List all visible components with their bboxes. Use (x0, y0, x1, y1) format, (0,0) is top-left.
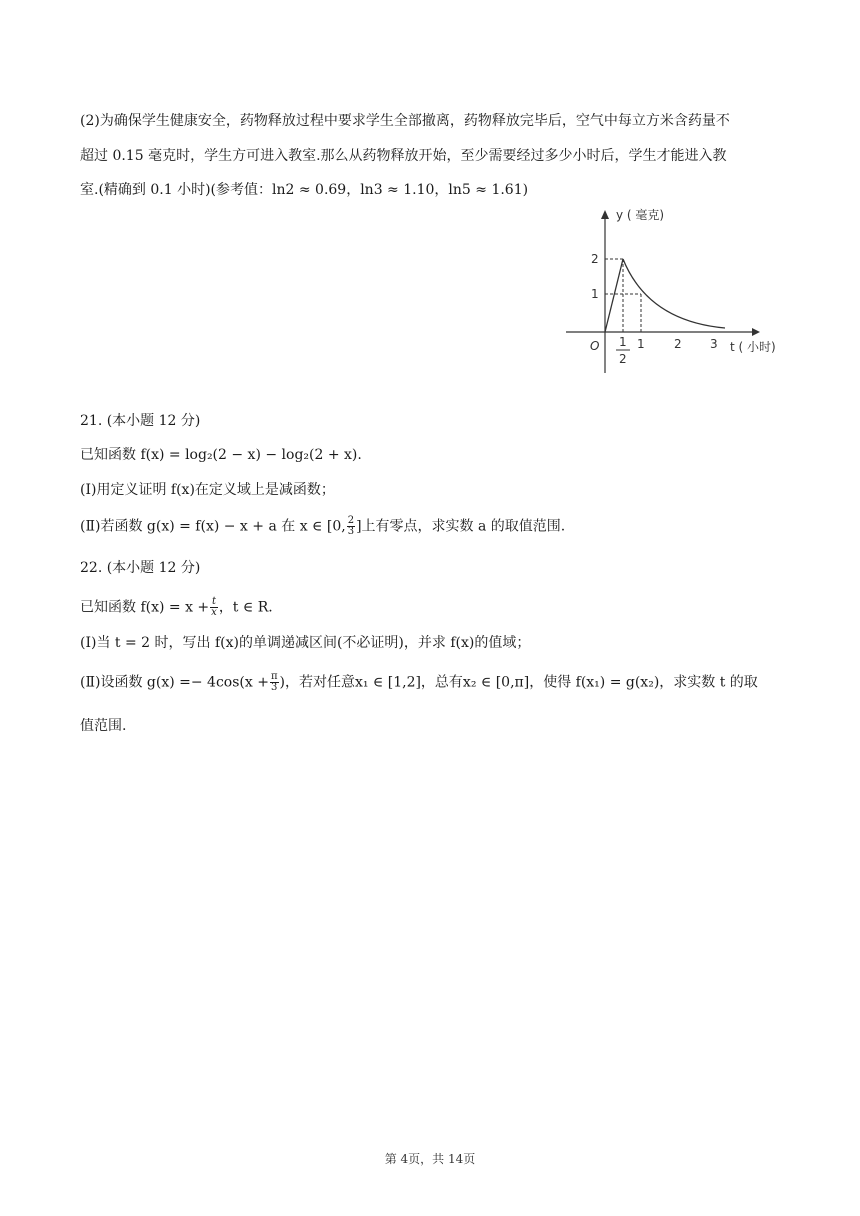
fraction-numerator: t (211, 596, 216, 607)
rising-segment (605, 259, 623, 332)
problem21-part1: (Ⅰ)用定义证明 f(x)在定义域上是减函数； (80, 482, 335, 498)
fraction-denominator: x (211, 607, 217, 618)
problem20-part2-line1: (2)为确保学生健康安全，药物释放过程中要求学生全部撤离，药物释放完毕后，空气中每立方米含药量不 (80, 113, 730, 129)
problem21-part2-b: ]上有零点，求实数 a 的取值范围. (356, 518, 566, 535)
x-axis-label: t ( 小时) (730, 340, 776, 354)
drug-concentration-graph (560, 203, 800, 375)
problem22-stem-a: 已知函数 f(x) = x + (80, 599, 210, 616)
problem22-header: 22. (本小题 12 分) (80, 560, 201, 576)
problem22-part2-b: )，若对任意x₁ ∈ [1,2]，总有x₂ ∈ [0,π]，使得 f(x₁) = g(x₂)，求实数 t 的取 (279, 674, 758, 691)
problem21-header: 21. (本小题 12 分) (80, 413, 201, 429)
y-axis-arrow-icon (601, 210, 609, 219)
problem20-part2-line2: 超过 0.15 毫克时，学生方可进入教室.那么从药物释放开始，至少需要经过多少小时后，学生才能进入教 (80, 148, 727, 164)
fraction-t-over-x (210, 597, 218, 618)
origin-label: O (590, 339, 600, 353)
problem22-part2-line2: 值范围. (80, 718, 127, 734)
fraction-two-thirds (347, 516, 355, 537)
problem22-stem (80, 597, 273, 618)
y-tick-2: 2 (591, 252, 599, 266)
y-axis-label: y ( 毫克) (616, 208, 665, 222)
half-denominator: 2 (619, 352, 627, 366)
problem22-part1: (Ⅰ)当 t = 2 时，写出 f(x)的单调递减区间(不必证明)，并求 f(x)的值域； (80, 635, 531, 651)
half-numerator: 1 (619, 335, 627, 349)
fraction-numerator: 2 (347, 515, 355, 526)
page-footer: 第 4页，共 14页 (384, 1152, 476, 1166)
problem20-part2-line3: 室.(精确到 0.1 小时)(参考值：ln2 ≈ 0.69，ln3 ≈ 1.10，ln5 ≈ 1.61) (80, 182, 529, 198)
problem21-part2-a: (Ⅱ)若函数 g(x) = f(x) − x + a 在 x ∈ [0, (80, 518, 346, 535)
decay-curve (623, 259, 725, 328)
fraction-denominator: 3 (347, 526, 355, 537)
x-tick-1: 1 (637, 337, 645, 351)
problem22-part2-a: (Ⅱ)设函数 g(x) =− 4cos(x + (80, 674, 269, 691)
problem22-part2-line1 (80, 672, 758, 693)
problem22-stem-b: ，t ∈ R. (218, 599, 273, 616)
problem21-part2 (80, 516, 565, 537)
x-tick-2: 2 (674, 337, 682, 351)
fraction-numerator: π (270, 671, 278, 682)
problem21-stem: 已知函数 f(x) = log₂(2 − x) − log₂(2 + x). (80, 447, 362, 463)
y-tick-1: 1 (591, 287, 599, 301)
x-axis-arrow-icon (752, 328, 760, 336)
fraction-pi-over-3 (270, 672, 279, 693)
x-tick-3: 3 (710, 337, 718, 351)
fraction-denominator: 3 (271, 682, 278, 693)
